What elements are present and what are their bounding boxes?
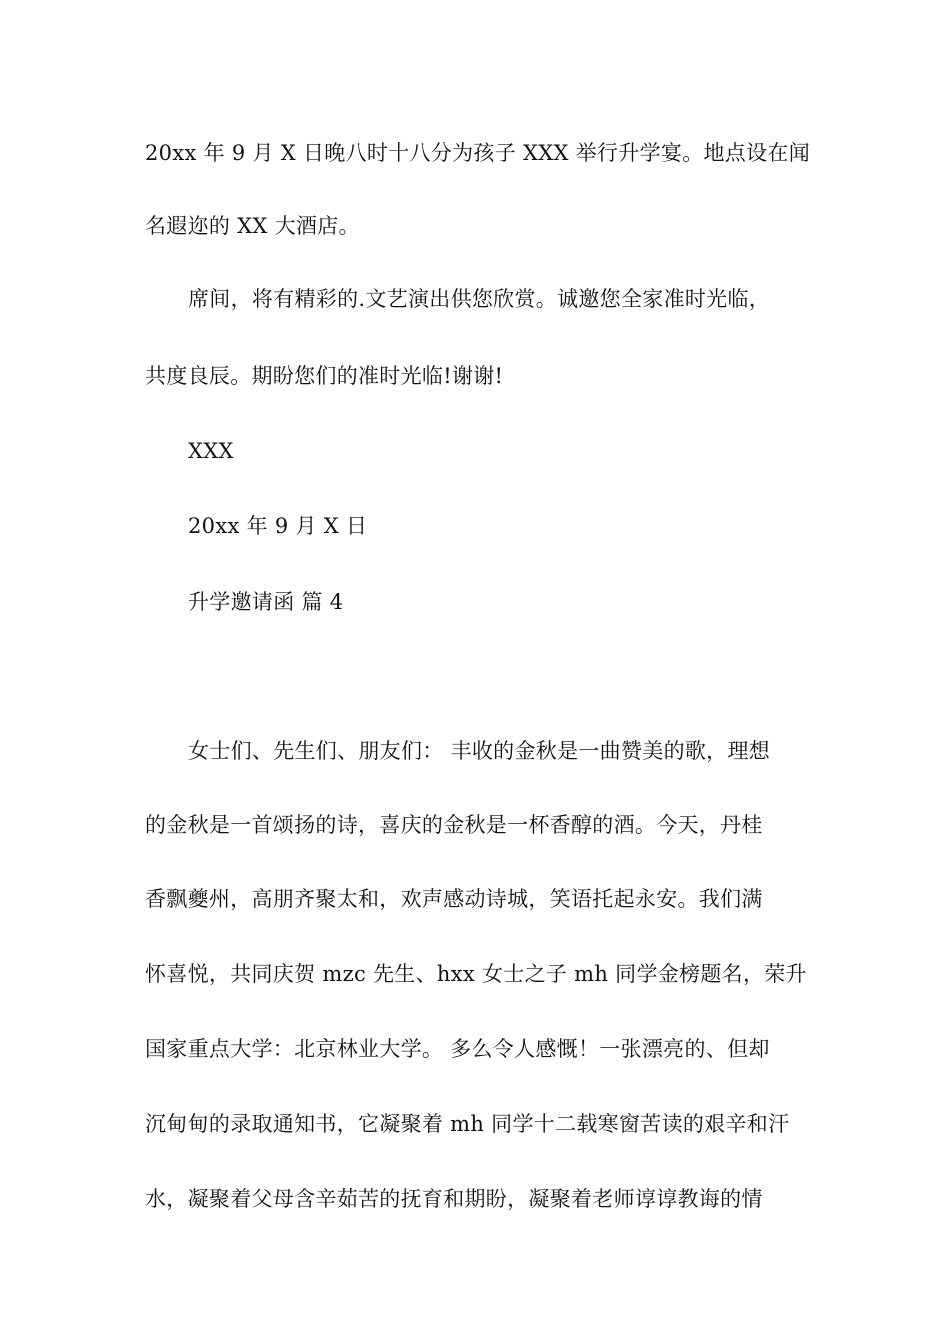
text-line: 水，凝聚着父母含辛茹苦的抚育和期盼，凝聚着老师谆谆教诲的情 — [145, 1187, 763, 1211]
text-line: 名遐迩的 XX 大酒店。 — [145, 214, 360, 238]
text-line: 沉甸甸的录取通知书，它凝聚着 mh 同学十二载寒窗苦读的艰辛和汗 — [145, 1112, 790, 1136]
text-line: 香飘夔州，高朋齐聚太和，欢声感动诗城，笑语托起永安。我们满 — [145, 887, 763, 911]
section-heading: 升学邀请函 篇 4 — [188, 590, 344, 614]
signature-date: 20xx 年 9 月 X 日 — [188, 514, 368, 538]
signature-name: XXX — [188, 439, 234, 463]
paragraph-start-line: 女士们、先生们、朋友们： 丰收的金秋是一曲赞美的歌，理想 — [188, 739, 771, 763]
text-line: 国家重点大学：北京林业大学。 多么令人感慨！一张漂亮的、但却 — [145, 1037, 770, 1061]
text-line: 共度良辰。期盼您们的准时光临!谢谢! — [145, 364, 504, 388]
text-line: 20xx 年 9 月 X 日晚八时十八分为孩子 XXX 举行升学宴。地点设在闻 — [145, 141, 810, 165]
paragraph-start-line: 席间，将有精彩的.文艺演出供您欣赏。诚邀您全家准时光临， — [188, 287, 771, 311]
text-line: 怀喜悦，共同庆贺 mzc 先生、hxx 女士之子 mh 同学金榜题名，荣升 — [145, 962, 807, 986]
text-line: 的金秋是一首颂扬的诗，喜庆的金秋是一杯香醇的酒。今天，丹桂 — [145, 813, 763, 837]
